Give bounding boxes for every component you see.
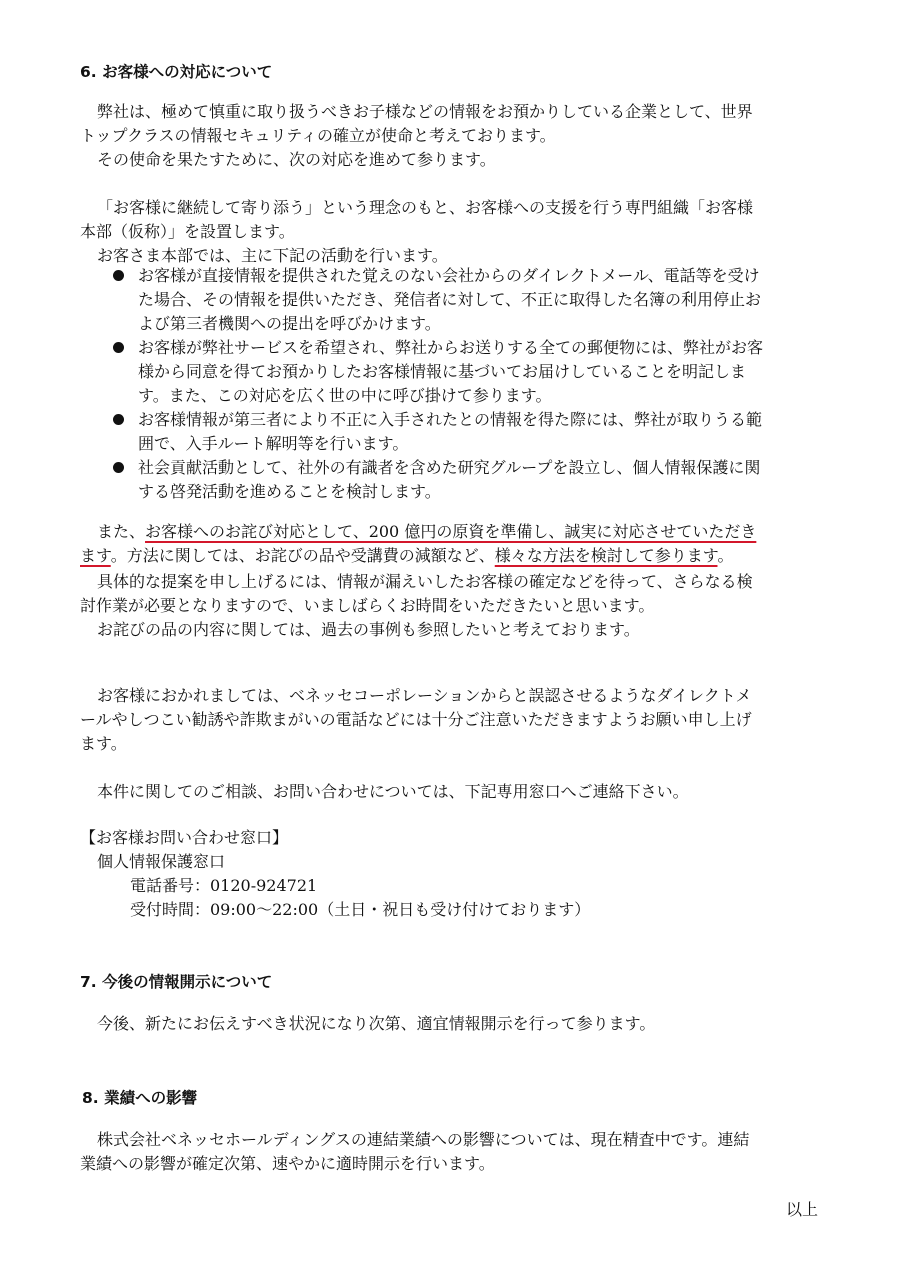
compensation-line-2: [80, 544, 734, 567]
bullet-line: た場合、その情報を提供いただき、発信者に対して、不正に取得した名簿の利用停止お: [138, 290, 762, 309]
bullet-line: 囲で、入手ルート解明等を行います。: [138, 434, 409, 453]
contact-name: 個人情報保護窓口: [97, 852, 226, 871]
contact-title: 【お客様お問い合わせ窓口】: [80, 828, 289, 847]
paragraph-line: 今後、新たにお伝えすべき状況になり次第、適宜情報開示を行って参ります。: [97, 1014, 656, 1033]
paragraph-line: ます。: [80, 734, 127, 753]
paragraph-line: トップクラスの情報セキュリティの確立が使命と考えております。: [80, 126, 556, 145]
paragraph-line: その使命を果たすために、次の対応を進めて参ります。: [97, 150, 496, 169]
bullet-dot: [113, 414, 124, 425]
paragraph-line: ールやしつこい勧誘や詐欺まがいの電話などには十分ご注意いただきますようお願い申し上げ: [80, 710, 752, 729]
bullet-dot: [113, 462, 124, 473]
underlined-text: 様々な方法を検討して参ります: [494, 546, 718, 565]
bullet-line: す。また、この対応を広く世の中に呼び掛けて参ります。: [138, 386, 552, 405]
paragraph-line: お客さま本部では、主に下記の活動を行います。: [97, 246, 448, 265]
paragraph-line: お詫びの品の内容に関しては、過去の事例も参照したいと考えております。: [97, 620, 640, 639]
paragraph-line: 具体的な提案を申し上げるには、情報が漏えいしたお客様の確定などを待って、さらなる検: [97, 572, 753, 591]
contact-hours: 受付時間：09:00〜22:00（土日・祝日も受け付けております）: [130, 900, 591, 919]
bullet-line: 社会貢献活動として、社外の有識者を含めた研究グループを設立し、個人情報保護に関: [138, 458, 761, 477]
paragraph-line: 本件に関してのご相談、お問い合わせについては、下記専用窓口へご連絡下さい。: [97, 782, 689, 801]
bullet-dot: [113, 270, 124, 281]
bullet-line: する啓発活動を進めることを検討します。: [138, 482, 441, 501]
bullet-dot: [113, 342, 124, 353]
bullet-line: お客様情報が第三者により不正に入手されたとの情報を得た際には、弊社が取りうる範: [138, 410, 763, 429]
paragraph-line: 弊社は、極めて慎重に取り扱うべきお子様などの情報をお預かりしている企業として、世界: [97, 102, 753, 121]
bullet-line: お客様が弊社サービスを希望され、弊社からお送りする全ての郵便物には、弊社がお客: [138, 338, 763, 357]
paragraph-line: 業績への影響が確定次第、速やかに適時開示を行います。: [80, 1154, 495, 1173]
compensation-line-1: [97, 520, 756, 543]
section-7-heading: 7. 今後の情報開示について: [80, 973, 273, 991]
bullet-line: 様から同意を得てお預かりしたお客様情報に基づいてお届けしていることを明記しま: [138, 362, 747, 381]
paragraph-line: 討作業が必要となりますので、いましばらくお時間をいただきたいと思います。: [80, 596, 655, 615]
text-run: 。: [717, 546, 734, 565]
contact-phone: 電話番号：0120-924721: [130, 876, 318, 895]
bullet-line: よび第三者機関への提出を呼びかけます。: [138, 314, 441, 333]
section-8-heading: 8. 業績への影響: [82, 1089, 198, 1107]
underlined-text: ます: [80, 546, 111, 565]
text-run: また、: [97, 522, 146, 541]
text-run: 。方法に関しては、お詫びの品や受講費の減額など、: [110, 546, 495, 565]
paragraph-line: 「お客様に継続して寄り添う」という理念のもと、お客様への支援を行う専門組織「お客様: [97, 198, 754, 217]
paragraph-line: お客様におかれましては、ベネッセコーポレーションからと誤認させるようなダイレクトメ: [97, 686, 752, 705]
bullet-line: お客様が直接情報を提供された覚えのない会社からのダイレクトメール、電話等を受け: [138, 266, 760, 285]
paragraph-line: 株式会社ベネッセホールディングスの連結業績への影響については、現在精査中です。連結: [97, 1130, 750, 1149]
section-6-heading: 6. お客様への対応について: [80, 63, 273, 81]
closing-text: 以上: [785, 1200, 818, 1219]
paragraph-line: 本部（仮称）」を設置します。: [80, 222, 295, 241]
underlined-text: お客様へのお詫び対応として、200 億円の原資を準備し、誠実に対応させていただき: [145, 522, 757, 541]
